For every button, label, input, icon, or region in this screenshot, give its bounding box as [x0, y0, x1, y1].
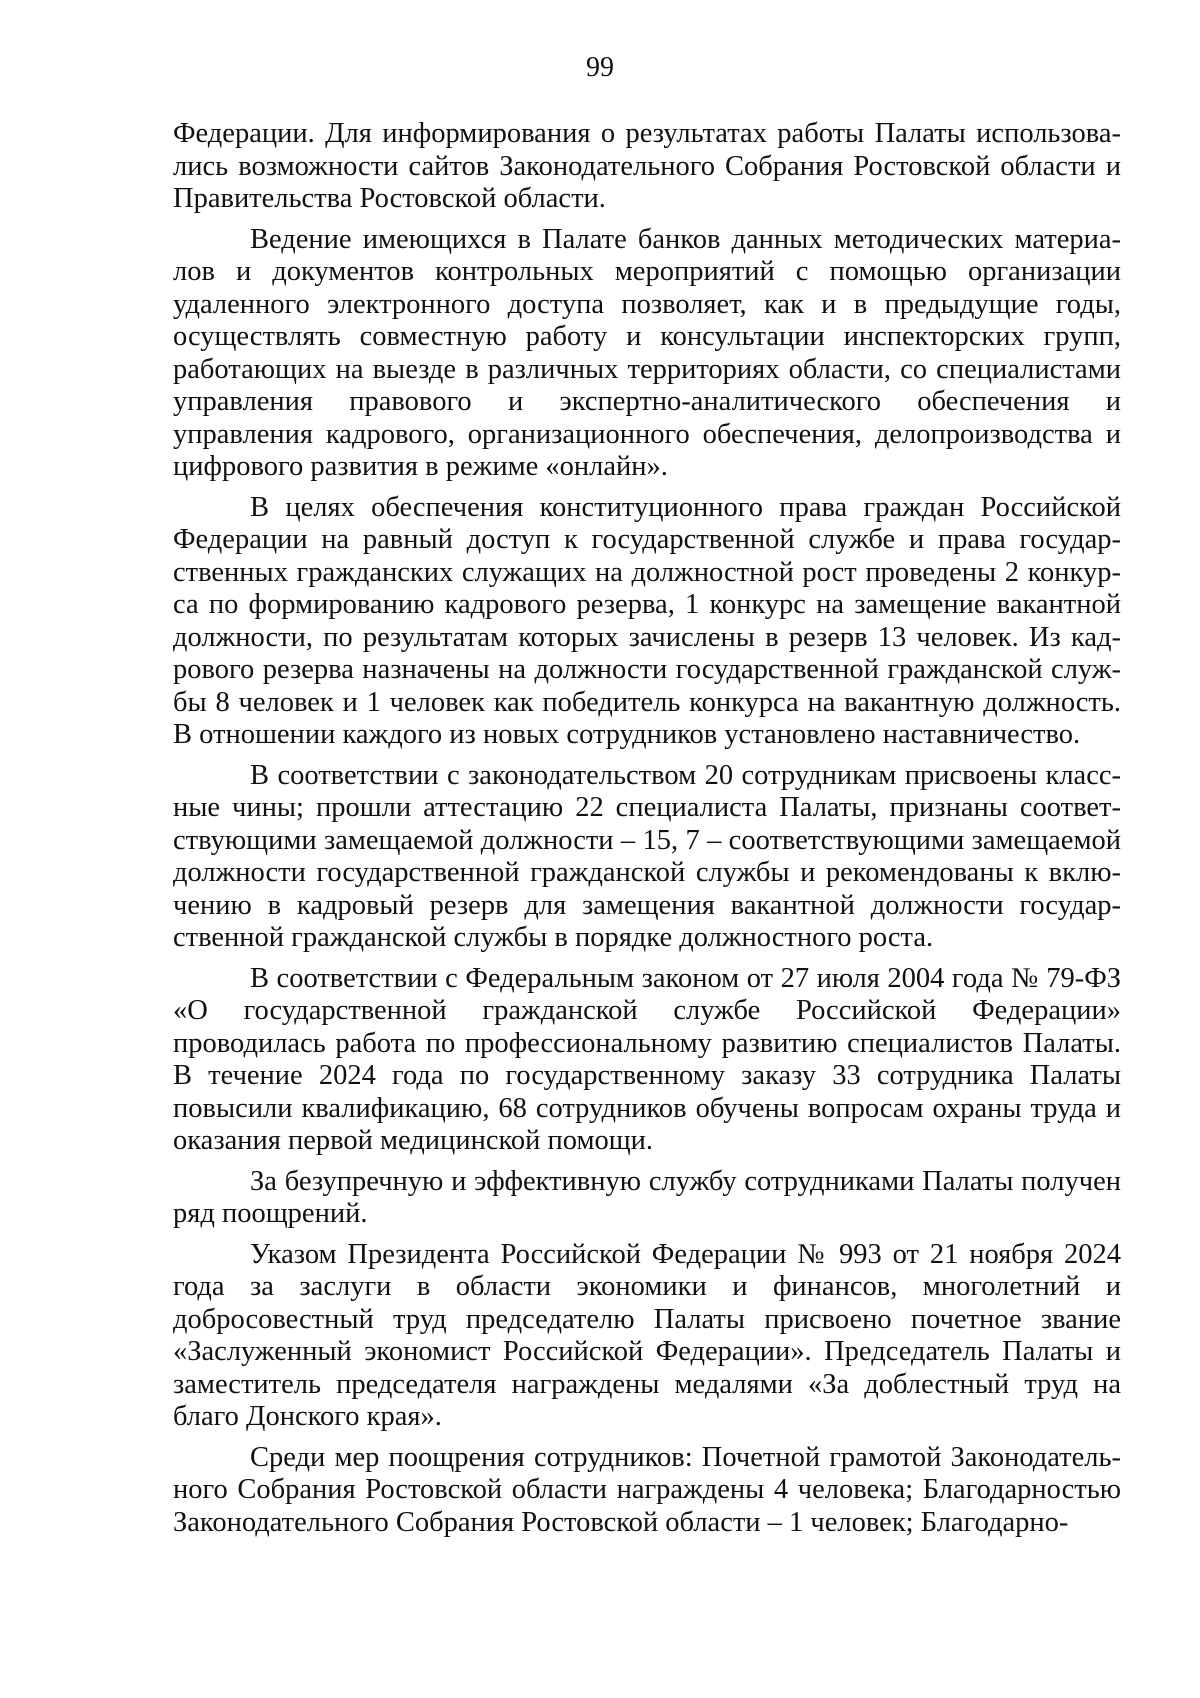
paragraph-1: Федерации. Для информирования о результатах работы Палаты использовались возможности сайтов Законодательного Собрания Ростовской области и Правительства Ростовской области. — [173, 118, 1121, 214]
paragraph-5: В соответствии с Федеральным законом от 27 июля 2004 года № 79-ФЗ «О государственной гражданской службе Российской Федерации» проводилась работа по профессиональному развитию специалистов Палаты. В течение 2024 года по государственному заказу 33 сотрудника Палаты повысили квалификацию, 68 сотрудников обучены вопросам охраны труда и оказания первой медицинской помощи. — [173, 962, 1121, 1156]
paragraph-6: За безупречную и эффективную службу сотрудниками Палаты получен ряд поощрений. — [173, 1165, 1121, 1229]
document-body — [173, 118, 1121, 1547]
paragraph-2: Ведение имеющихся в Палате банков данных методических материалов и документов контрольных мероприятий с помощью организации удаленного электронного доступа позволяет, как и в предыдущие годы, осуществлять совместную работу и консультации инспекторских групп, работающих на выезде в различных территориях области, со специалистами управления правового и экспертно-аналитического обеспечения и управления кадрового, организационного обеспечения, делопроизводства и цифрового развития в режиме «онлайн». — [173, 223, 1121, 482]
paragraph-3: В целях обеспечения конституционного права граждан Российской Федерации на равный доступ к государственной службе и права государственных гражданских служащих на должностной рост проведены 2 конкурса по формированию кадрового резерва, 1 конкурс на замещение вакантной должности, по результатам которых зачислены в резерв 13 человек. Из кадрового резерва назначены на должности государственной гражданской службы 8 человек и 1 человек как победитель конкурса на вакантную должность. В отношении каждого из новых сотрудников установлено наставничество. — [173, 491, 1121, 750]
paragraph-4: В соответствии с законодательством 20 сотрудникам присвоены классные чины; прошли аттестацию 22 специалиста Палаты, признаны соответствующими замещаемой должности – 15, 7 – соответствующими замещаемой должности государственной гражданской службы и рекомендованы к включению в кадровый резерв для замещения вакантной должности государственной гражданской службы в порядке должностного роста. — [173, 759, 1121, 953]
page-number: 99 — [586, 52, 614, 83]
paragraph-8: Среди мер поощрения сотрудников: Почетной грамотой Законодательного Собрания Ростовской области награждены 4 человека; Благодарностью Законодательного Собрания Ростовской области – 1 человек; Благодарно- — [173, 1441, 1121, 1538]
paragraph-7: Указом Президента Российской Федерации № 993 от 21 ноября 2024 года за заслуги в области экономики и финансов, многолетний и добросовестный труд председателю Палаты присвоено почетное звание «Заслуженный экономист Российской Федерации». Председатель Палаты и заместитель председателя награждены медалями «За доблестный труд на благо Донского края». — [173, 1238, 1121, 1432]
